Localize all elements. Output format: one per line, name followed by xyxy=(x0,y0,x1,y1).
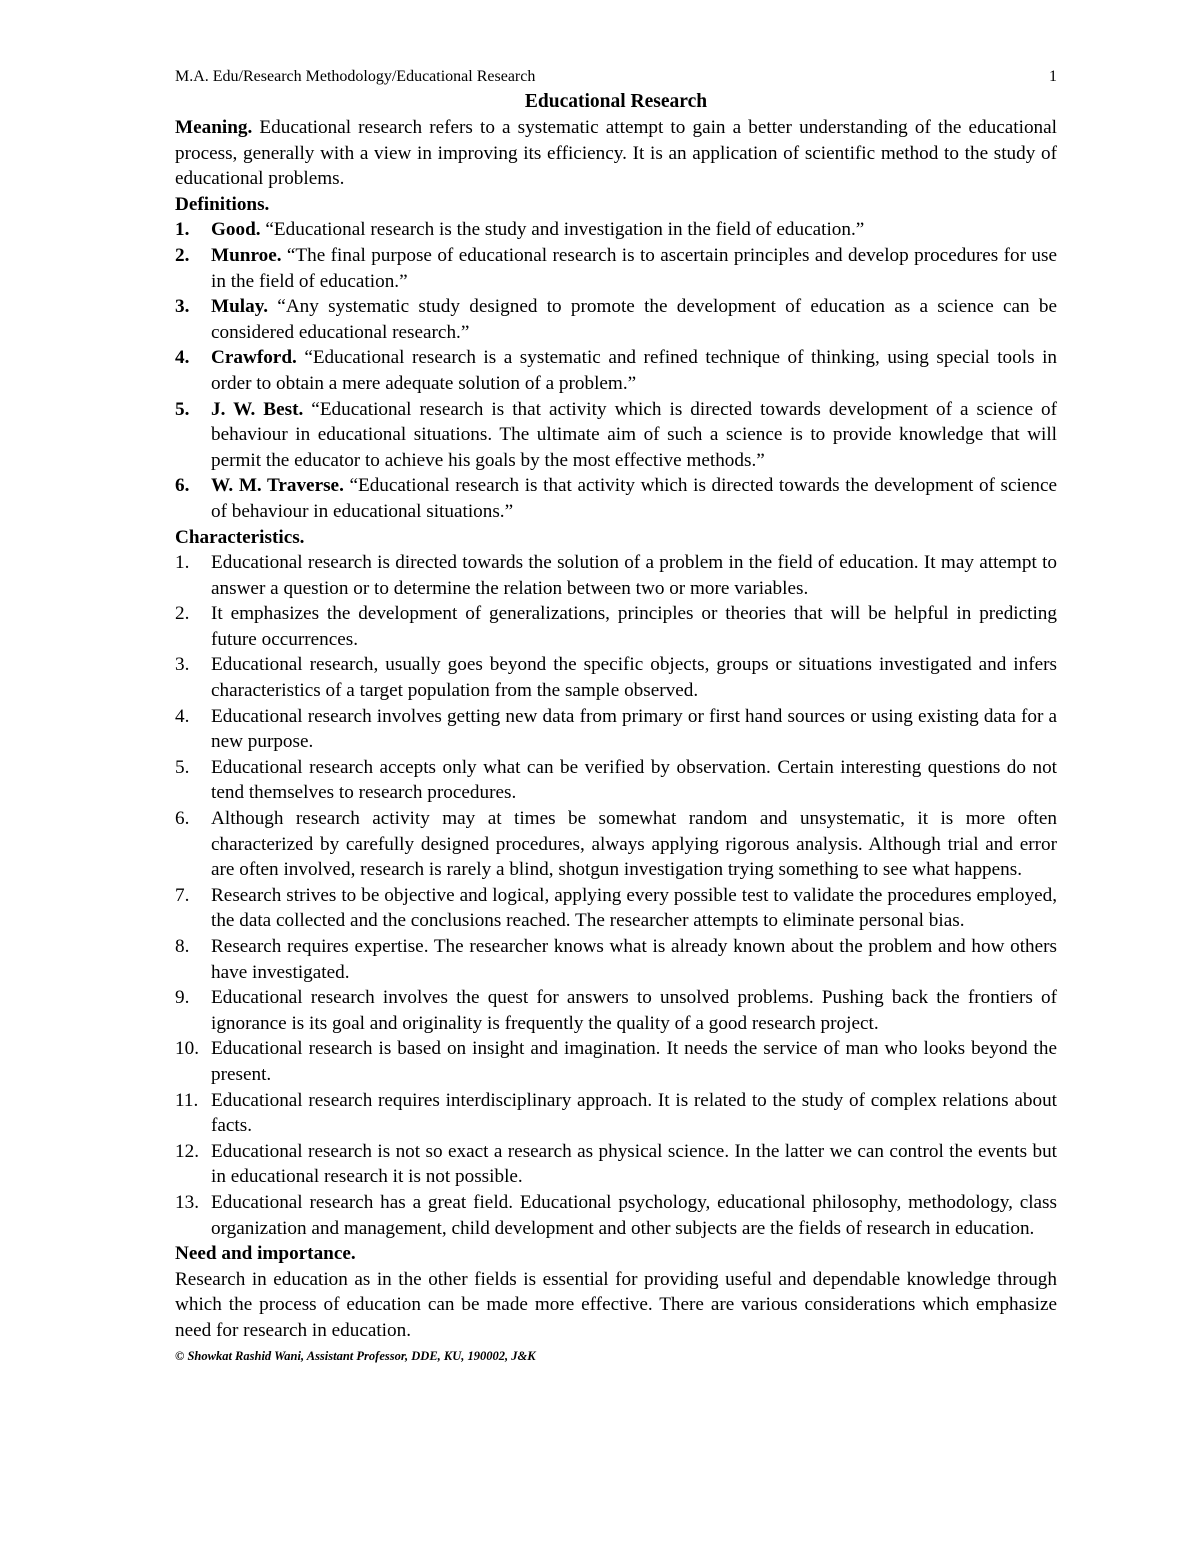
definition-item xyxy=(175,243,1057,294)
characteristic-number: 9. xyxy=(175,987,190,1009)
characteristics-list xyxy=(175,550,1057,1241)
definition-item xyxy=(175,345,1057,396)
definition-number: 6. xyxy=(175,475,190,497)
definition-author: Mulay. xyxy=(211,296,269,318)
definition-quote: “The final purpose of educational research is to ascertain principles and develop procedures for use in the field of education.” xyxy=(211,244,1057,292)
characteristic-item xyxy=(175,755,1057,806)
running-header xyxy=(175,66,1057,88)
definition-author: J. W. Best. xyxy=(211,398,304,420)
characteristic-item xyxy=(175,1088,1057,1139)
definitions-heading: Definitions. xyxy=(175,193,270,215)
definition-quote: “Educational research is the study and investigation in the field of education.” xyxy=(260,219,865,241)
definition-quote: “Any systematic study designed to promote the development of education as a science can be considered educational research.” xyxy=(211,296,1057,343)
characteristic-number: 12. xyxy=(175,1140,199,1162)
meaning-text: Educational research refers to a systematic attempt to gain a better understanding of the educational process, generally with a view in improving its efficiency. It is an application of scientific method to the study of educational problems. xyxy=(175,117,1057,190)
characteristic-number: 13. xyxy=(175,1191,199,1213)
characteristic-text: Educational research is directed towards the solution of a problem in the field of education. It may attempt to answer a question or to determine the relation between two or more variables. xyxy=(211,552,1057,599)
need-paragraph: Research in education as in the other fields is essential for providing useful and dependable knowledge through which the process of education can be made more effective. There are various considerations which emphasize need for research in education. xyxy=(175,1268,1057,1341)
definition-number: 1. xyxy=(175,219,190,241)
characteristic-number: 10. xyxy=(175,1038,199,1060)
characteristic-item xyxy=(175,550,1057,601)
characteristic-number: 3. xyxy=(175,654,190,676)
characteristic-item xyxy=(175,652,1057,703)
definitions-list xyxy=(175,217,1057,524)
document-page xyxy=(175,66,1057,1366)
characteristic-number: 11. xyxy=(175,1089,199,1111)
header-title: M.A. Edu/Research Methodology/Educational Research xyxy=(175,68,536,85)
definition-text xyxy=(211,345,1057,396)
definition-item xyxy=(175,397,1057,474)
characteristic-text: Research requires expertise. The researcher knows what is already known about the problem and how others have investigated. xyxy=(211,936,1057,983)
characteristic-item xyxy=(175,806,1057,883)
definition-item xyxy=(175,294,1057,345)
characteristic-text: Educational research involves the quest for answers to unsolved problems. Pushing back the frontiers of ignorance is its goal and originality is frequently the quality of a good research project. xyxy=(211,987,1057,1034)
characteristic-item xyxy=(175,1036,1057,1087)
meaning-label: Meaning. xyxy=(175,117,253,138)
characteristic-item xyxy=(175,985,1057,1036)
characteristic-text: Educational research requires interdisciplinary approach. It is related to the study of complex relations about facts. xyxy=(211,1089,1057,1137)
definition-item xyxy=(175,217,1057,243)
definition-number: 5. xyxy=(175,398,190,420)
characteristic-number: 6. xyxy=(175,808,190,830)
characteristic-text: Educational research is based on insight and imagination. It needs the service of man who looks beyond the present. xyxy=(211,1038,1057,1085)
characteristic-number: 7. xyxy=(175,884,190,906)
definition-number: 4. xyxy=(175,347,190,369)
characteristic-text: Although research activity may at times be somewhat random and unsystematic, it is more often characterized by carefully designed procedures, always applying rigorous analysis. Although trial and error are often involved, research is rarely a blind, shotgun investigation trying something to see what happens. xyxy=(211,808,1057,881)
meaning-paragraph xyxy=(175,115,1057,192)
characteristic-text: Educational research is not so exact a research as physical science. In the latter we can control the events but in educational research it is not possible. xyxy=(211,1140,1057,1188)
definition-text xyxy=(211,294,1057,345)
characteristic-number: 8. xyxy=(175,936,190,957)
characteristic-item xyxy=(175,1139,1057,1190)
characteristic-item xyxy=(175,934,1057,985)
definition-text xyxy=(211,243,1057,294)
characteristic-item xyxy=(175,704,1057,755)
characteristic-item xyxy=(175,883,1057,934)
definition-author: Munroe. xyxy=(211,244,282,266)
characteristics-heading: Characteristics. xyxy=(175,526,305,548)
definition-author: W. M. Traverse. xyxy=(211,475,344,497)
definition-item xyxy=(175,473,1057,524)
definition-text xyxy=(211,217,1057,243)
need-heading: Need and importance. xyxy=(175,1243,356,1265)
characteristic-text: Educational research involves getting new data from primary or first hand sources or using existing data for a new purpose. xyxy=(211,705,1057,753)
characteristic-text: It emphasizes the development of generalizations, principles or theories that will be helpful in predicting future occurrences. xyxy=(211,603,1057,650)
definition-author: Crawford. xyxy=(211,347,297,369)
characteristic-item xyxy=(175,601,1057,652)
characteristic-number: 5. xyxy=(175,756,190,778)
definition-quote: “Educational research is a systematic and refined technique of thinking, using special tools in order to obtain a mere adequate solution of a problem.” xyxy=(211,347,1057,394)
definition-text xyxy=(211,397,1057,474)
characteristic-number: 1. xyxy=(175,552,190,574)
definition-text xyxy=(211,473,1057,524)
characteristic-text: Educational research, usually goes beyond the specific objects, groups or situations investigated and infers characteristics of a target population from the sample observed. xyxy=(211,654,1057,702)
characteristic-text: Educational research accepts only what can be verified by observation. Certain interesting questions do not tend themselves to research procedures. xyxy=(211,756,1057,804)
characteristic-text: Research strives to be objective and logical, applying every possible test to validate the procedures employed, the data collected and the conclusions reached. The researcher attempts to eliminate personal bias. xyxy=(211,884,1057,932)
document-title: Educational Research xyxy=(524,91,708,112)
characteristic-text: Educational research has a great field. Educational psychology, educational philosophy, methodology, class organization and management, child development and other subjects are the fields of research in education. xyxy=(211,1191,1057,1239)
definition-quote: “Educational research is that activity which is directed towards the development of science of behaviour in educational situations.” xyxy=(211,475,1058,522)
definition-author: Good. xyxy=(211,219,261,241)
definition-number: 3. xyxy=(175,296,190,318)
characteristic-item xyxy=(175,1190,1057,1241)
definition-quote: “Educational research is that activity which is directed towards development of a science of behaviour in educational situations. The ultimate aim of such a science is to provide knowledge that will permit the educator to achieve his goals by the most effective methods.” xyxy=(211,398,1057,471)
definition-number: 2. xyxy=(175,244,190,266)
characteristic-number: 2. xyxy=(175,603,190,625)
page-number: 1 xyxy=(1049,68,1057,85)
characteristic-number: 4. xyxy=(175,705,190,727)
copyright-footer: © Showkat Rashid Wani, Assistant Professor, DDE, KU, 190002, J&K xyxy=(175,1348,536,1363)
